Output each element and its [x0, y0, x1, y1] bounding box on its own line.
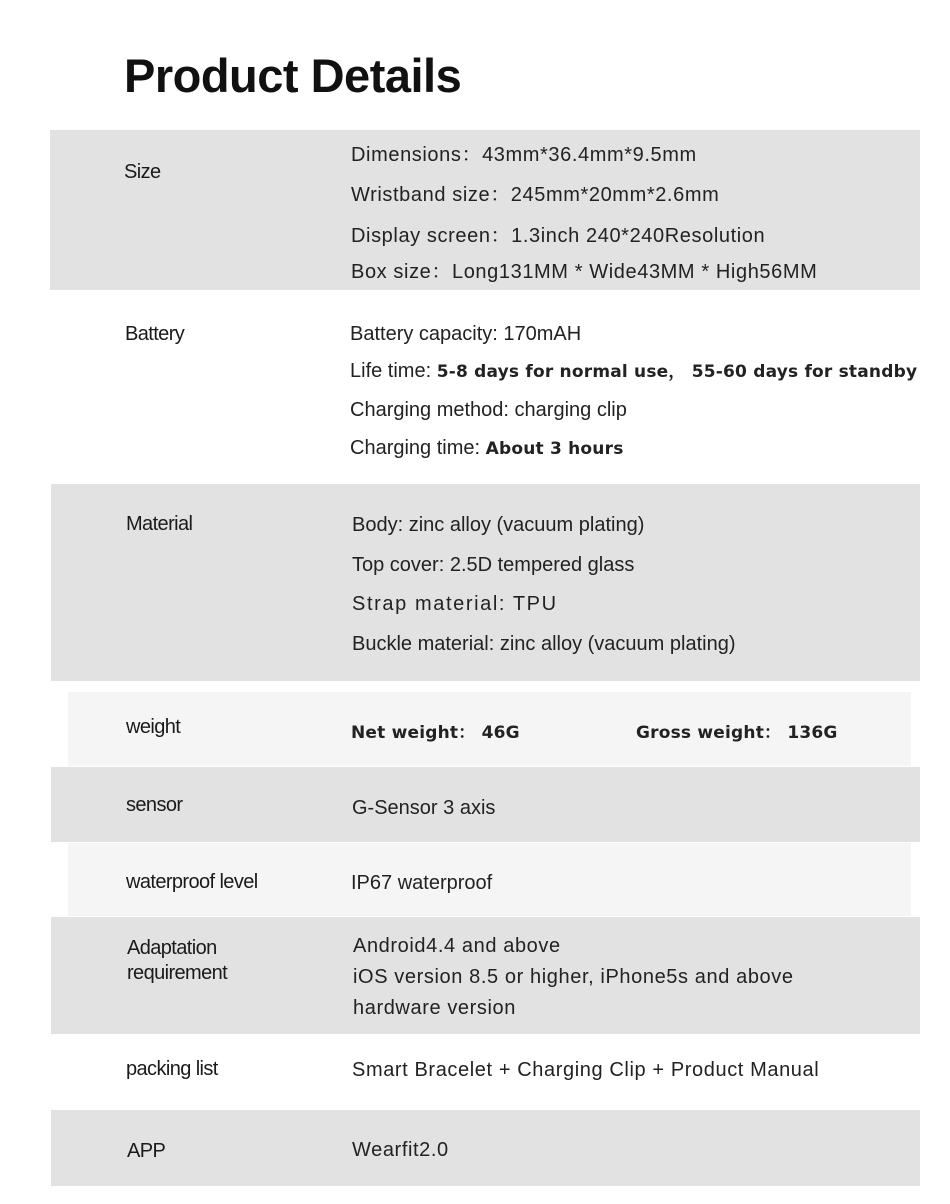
- waterproof-label: waterproof level: [126, 871, 258, 893]
- app-label: APP: [127, 1140, 166, 1162]
- battery-charging-method: Charging method: charging clip: [350, 399, 627, 421]
- sensor-label: sensor: [126, 794, 183, 816]
- size-wristband: Wristband size：245mm*20mm*2.6mm: [351, 184, 720, 206]
- adaptation-label-line1: Adaptation: [127, 937, 217, 959]
- charging-time-value: About 3 hours: [485, 439, 624, 459]
- material-label: Material: [126, 513, 193, 535]
- packing-label: packing list: [126, 1058, 218, 1080]
- size-dimensions: Dimensions：43mm*36.4mm*9.5mm: [351, 144, 697, 166]
- material-strap: Strap material: TPU: [352, 593, 558, 615]
- size-box: Box size：Long131MM * Wide43MM * High56MM: [351, 261, 818, 283]
- material-body: Body: zinc alloy (vacuum plating): [352, 514, 645, 536]
- size-display: Display screen：1.3inch 240*240Resolution: [351, 225, 766, 247]
- adaptation-hardware: hardware version: [353, 997, 517, 1019]
- adaptation-ios: iOS version 8.5 or higher, iPhone5s and above: [353, 966, 794, 988]
- app-row: [51, 1110, 920, 1186]
- material-top-cover: Top cover: 2.5D tempered glass: [352, 554, 635, 576]
- app-value: Wearfit2.0: [352, 1139, 449, 1161]
- battery-life-value: 5-8 days for normal use， 55-60 days for standby: [436, 362, 918, 382]
- gross-weight-text: Gross weight： 136G: [636, 723, 838, 743]
- material-buckle: Buckle material: zinc alloy (vacuum plating): [352, 633, 736, 655]
- battery-life: [350, 359, 917, 384]
- battery-life-label: Life time:: [350, 360, 437, 382]
- battery-charging-time: [350, 436, 624, 461]
- size-label: Size: [124, 161, 161, 183]
- waterproof-value: IP67 waterproof: [351, 872, 493, 894]
- weight-net: [351, 720, 520, 745]
- adaptation-android: Android4.4 and above: [353, 935, 561, 957]
- battery-label: Battery: [125, 323, 185, 345]
- sensor-value: G-Sensor 3 axis: [352, 797, 496, 819]
- net-weight-text: Net weight： 46G: [351, 723, 520, 743]
- charging-time-label: Charging time:: [350, 437, 486, 459]
- adaptation-label-line2: requirement: [127, 962, 228, 984]
- packing-value: Smart Bracelet + Charging Clip + Product Manual: [352, 1059, 820, 1081]
- battery-capacity: Battery capacity: 170mAH: [350, 323, 582, 345]
- weight-gross: [636, 720, 838, 745]
- weight-label: weight: [126, 716, 181, 738]
- page-title: Product Details: [124, 49, 462, 102]
